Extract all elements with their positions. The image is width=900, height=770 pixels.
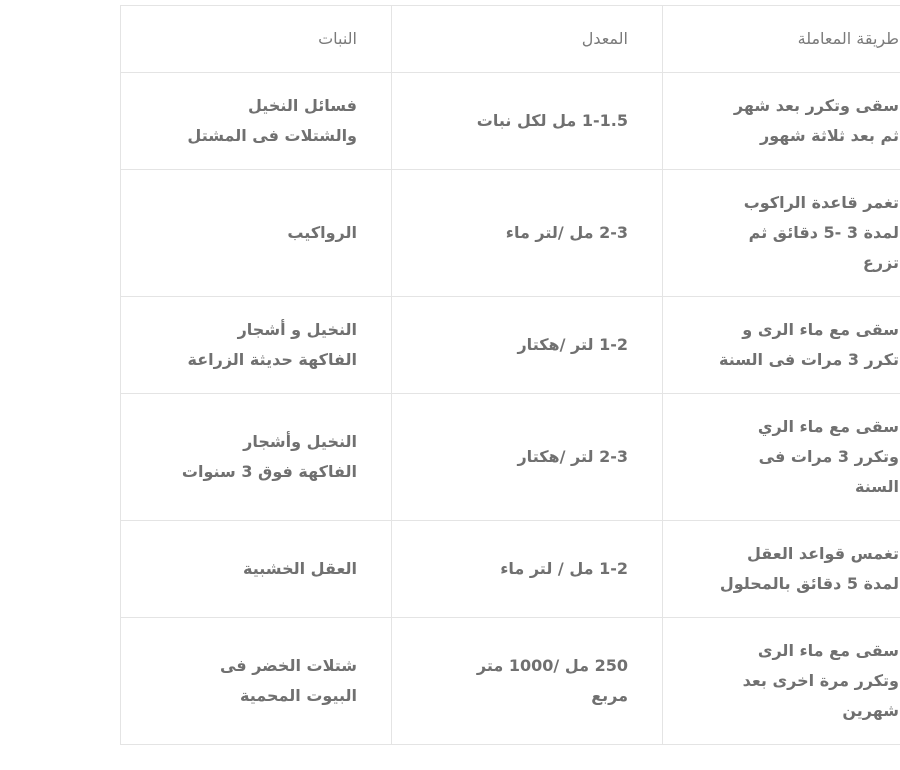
treatment-table-container (120, 5, 899, 745)
table-row (121, 170, 900, 297)
cell-rate: 1-1.5 مل لكل نبات (392, 73, 663, 170)
cell-method: تغمس قواعد العقل لمدة 5 دقائق بالمحلول (663, 521, 900, 618)
header-plant: النبات (121, 6, 392, 73)
cell-method: سقى مع ماء الرى و تكرر 3 مرات فى السنة (663, 297, 900, 394)
header-method: طريقة المعاملة (663, 6, 900, 73)
cell-method: سقى مع ماء الري وتكرر 3 مرات فى السنة (663, 394, 900, 521)
table-row (121, 521, 900, 618)
cell-plant: العقل الخشبية (121, 521, 392, 618)
cell-method: تغمر قاعدة الراكوب لمدة 3 -5 دقائق ثم تزرع (663, 170, 900, 297)
cell-rate: 2-3 لتر /هكتار (392, 394, 663, 521)
cell-plant: شتلات الخضر فى البيوت المحمية (121, 618, 392, 745)
cell-plant: الرواكيب (121, 170, 392, 297)
cell-method: سقى مع ماء الرى وتكرر مرة اخرى بعد شهرين (663, 618, 900, 745)
cell-rate: 1-2 لتر /هكتار (392, 297, 663, 394)
treatment-table (120, 5, 900, 745)
header-rate: المعدل (392, 6, 663, 73)
table-row (121, 73, 900, 170)
cell-rate: 250 مل /1000 متر مربع (392, 618, 663, 745)
table-row (121, 618, 900, 745)
table-row (121, 297, 900, 394)
cell-rate: 1-2 مل / لتر ماء (392, 521, 663, 618)
cell-plant: النخيل وأشجار الفاكهة فوق 3 سنوات (121, 394, 392, 521)
cell-rate: 2-3 مل /لتر ماء (392, 170, 663, 297)
cell-plant: النخيل و أشجار الفاكهة حديثة الزراعة (121, 297, 392, 394)
table-row (121, 394, 900, 521)
cell-method: سقى وتكرر بعد شهر ثم بعد ثلاثة شهور (663, 73, 900, 170)
cell-plant: فسائل النخيل والشتلات فى المشتل (121, 73, 392, 170)
table-header-row (121, 6, 900, 73)
